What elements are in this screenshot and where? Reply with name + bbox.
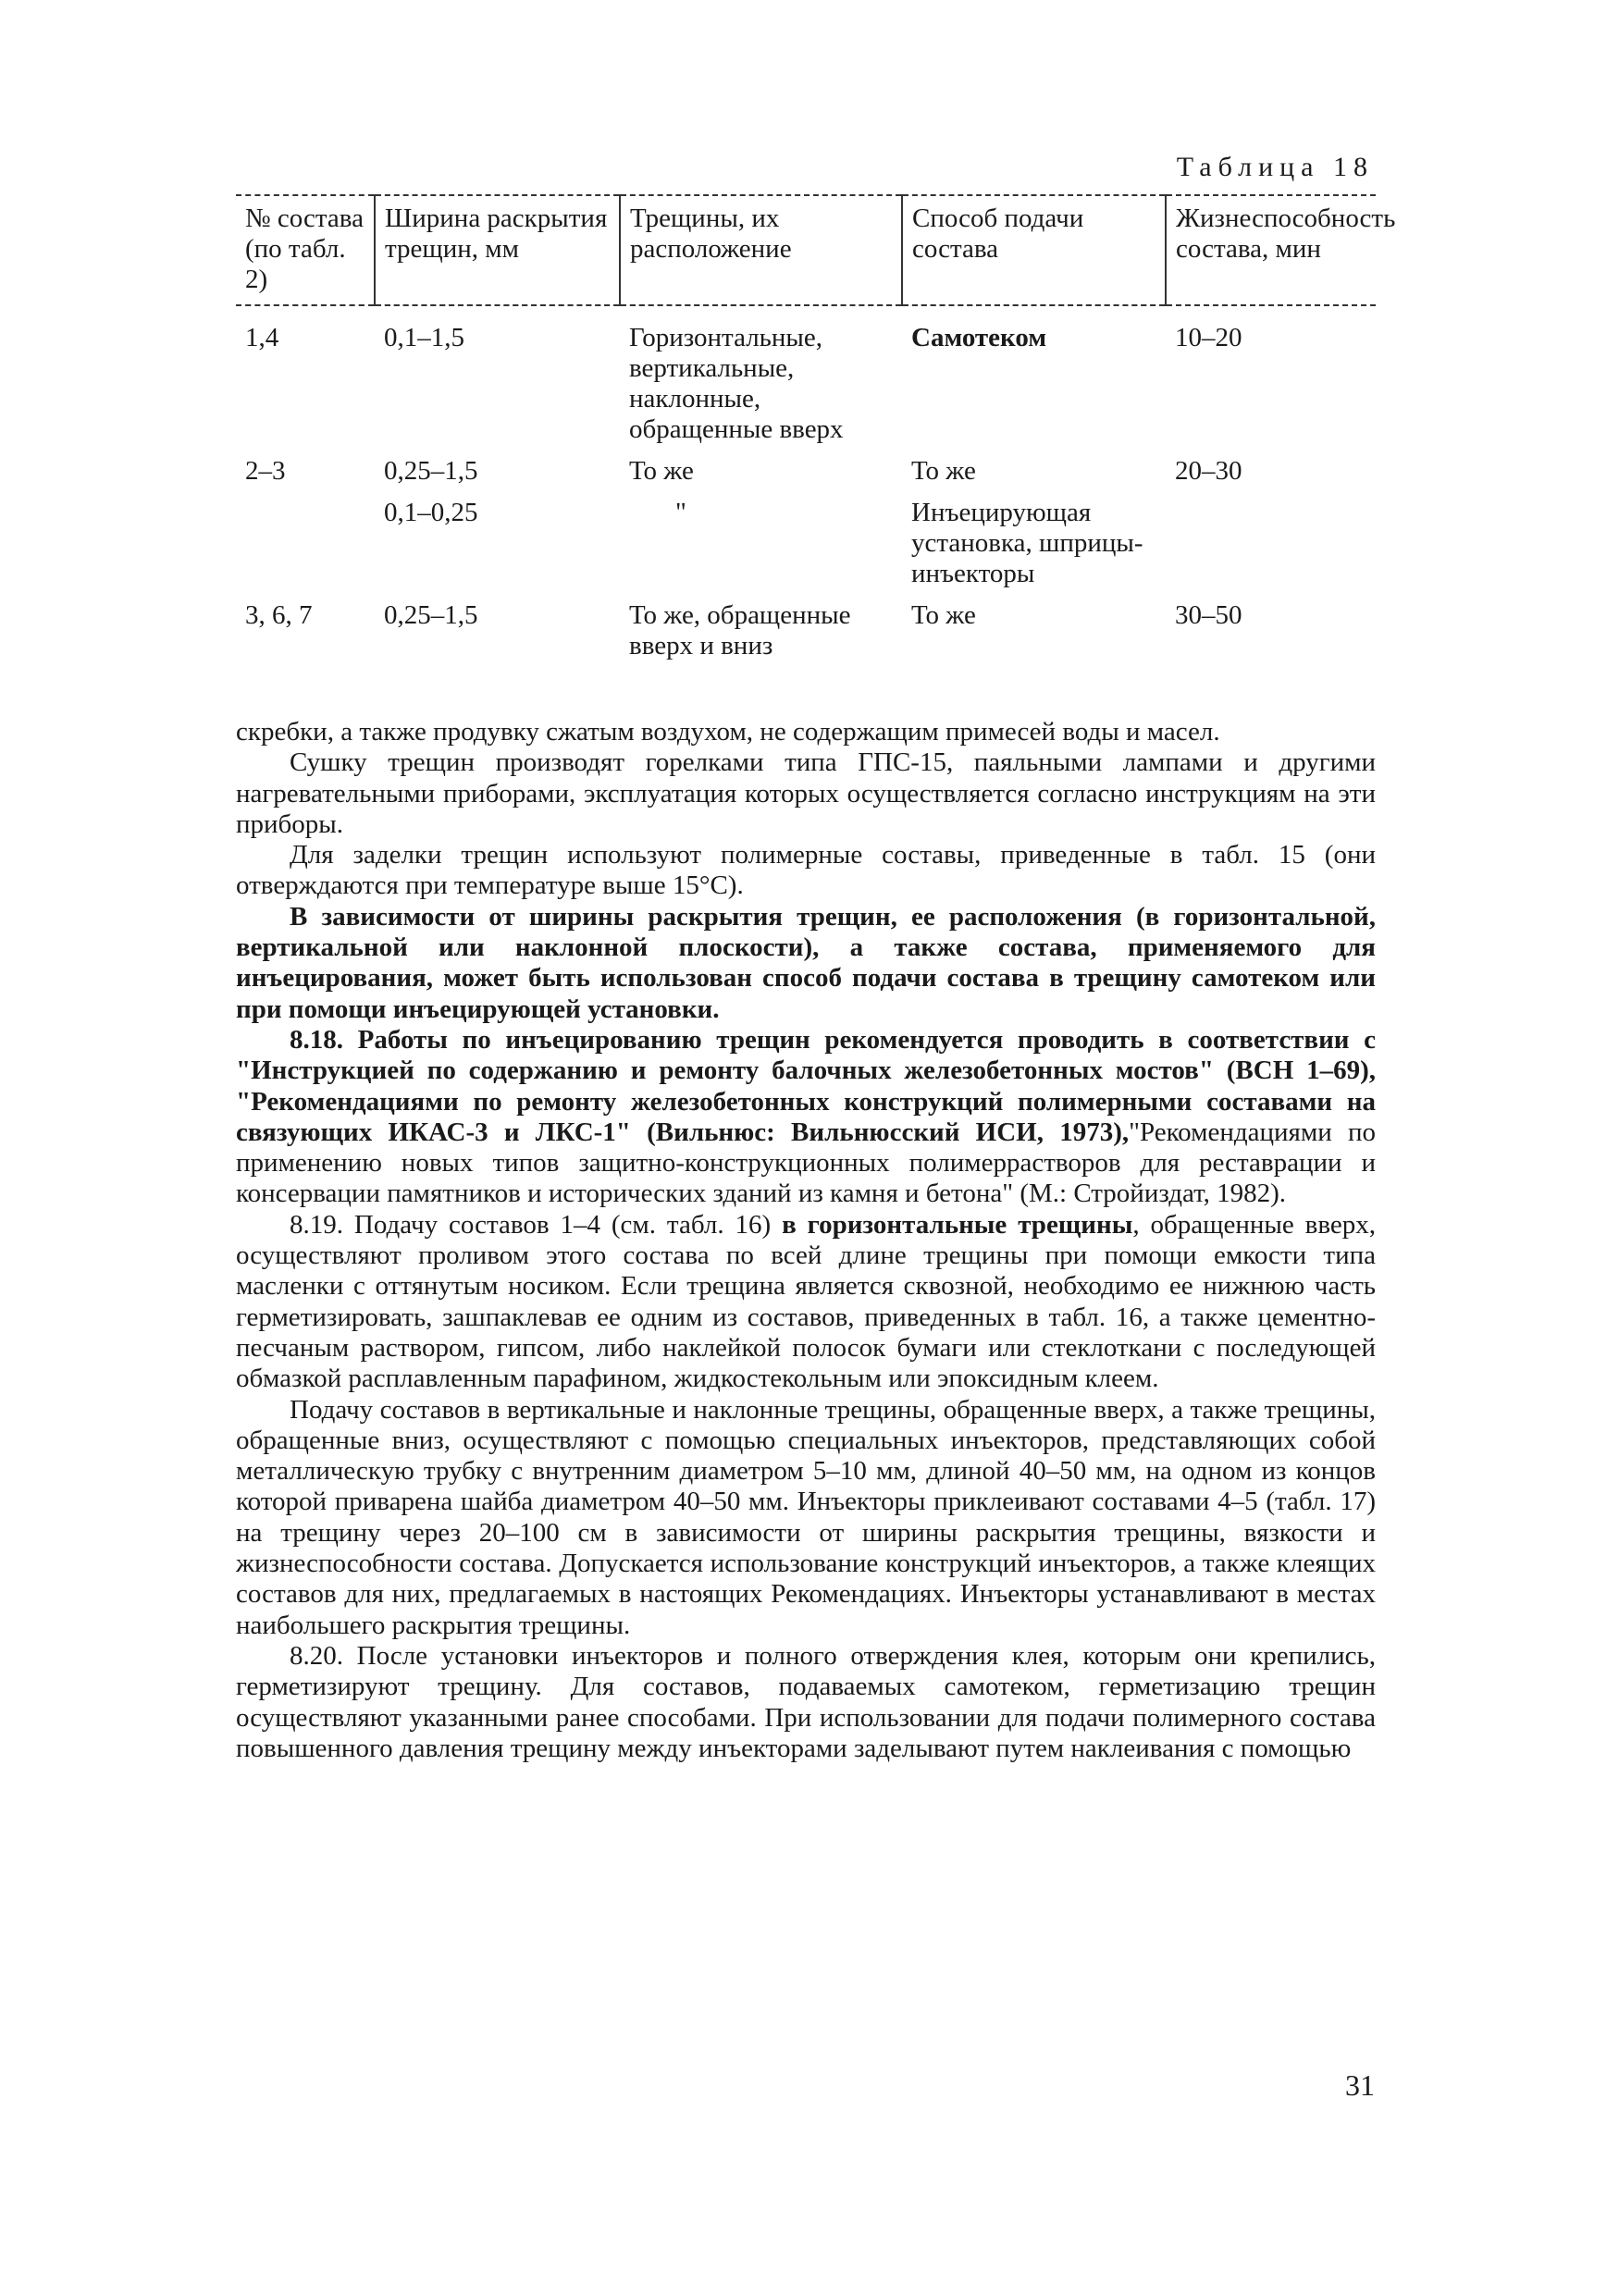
table-row (236, 305, 1376, 451)
cell-width: 0,25–1,5 (384, 600, 478, 630)
paragraph-8-18 (236, 1025, 1376, 1210)
paragraph: В зависимости от ширины раскрытия трещин, ее расположения (в горизонтальной, вертикальной или наклонной плоскости), а также состава, применяемого для инъецирования, может быть использован способ подачи состава в трещину самотеком или при помощи инъецирующей установки. (236, 901, 1376, 1024)
header-viability: Жизнеспособность состава, мин (1166, 195, 1376, 305)
cell-method: То же (911, 600, 976, 630)
cell-viability: 20–30 (1175, 456, 1242, 486)
cell-method: То же (911, 456, 976, 486)
cell-viability (1166, 492, 1376, 595)
paragraph-bold-part: 8.18. Работы по инъецированию трещин рекомендуется проводить в соответствии с "Инструкцией по содержанию и ремонту балочных железобетонных мостов" (ВСН 1–69), "Рекомендациями по ремонту железобетонных конструкций полимерными составами на связующих ИКАС-3 и ЛКС-1" (Вильнюс: Вильнюсский ИСИ, 1973), (236, 1024, 1376, 1147)
cell-composition: 2–3 (245, 456, 286, 486)
cell-composition: 3, 6, 7 (245, 600, 313, 630)
page-number: 31 (1345, 2068, 1375, 2102)
table-header-row (236, 195, 1376, 305)
cell-position: То же, обращенные вверх и вниз (629, 600, 851, 660)
header-composition: № состава (по табл. 2) (236, 195, 375, 305)
body-text (236, 717, 1376, 1764)
cell-viability: 10–20 (1175, 323, 1242, 352)
cell-width: 0,1–0,25 (384, 498, 478, 527)
cell-position: То же (629, 456, 694, 486)
header-method: Способ подачи состава (902, 195, 1166, 305)
cell-position: Горизонтальные, вертикальные, наклонные, обращенные вверх (629, 323, 844, 444)
cell-composition (236, 492, 375, 595)
cell-width: 0,25–1,5 (384, 456, 478, 486)
paragraph-8-19 (236, 1210, 1376, 1395)
cell-composition: 1,4 (245, 323, 279, 352)
cell-viability: 30–50 (1175, 600, 1242, 630)
cell-position: " (675, 498, 686, 527)
paragraph: Для заделки трещин используют полимерные составы, приведенные в табл. 15 (они отверждаются при температуре выше 15°С). (236, 840, 1376, 901)
paragraph-intro-part: 8.19. Подачу составов 1–4 (см. табл. 16) (290, 1209, 783, 1240)
cell-width: 0,1–1,5 (384, 323, 464, 352)
data-table (236, 194, 1396, 667)
header-width: Ширина раскрытия трещин, мм (375, 195, 620, 305)
header-position: Трещины, их расположение (620, 195, 902, 305)
paragraph: Сушку трещин производят горелками типа ГПС-15, паяльными лампами и другими нагревательными приборами, эксплуатация которых осуществляется согласно инструкциям на эти приборы. (236, 747, 1376, 839)
table-row (236, 595, 1376, 667)
paragraph-8-20: 8.20. После установки инъекторов и полного отверждения клея, которым они крепились, герметизируют трещину. Для составов, подаваемых самотеком, герметизацию трещин осуществляют указанными ранее способами. При использовании для подачи полимерного состава повышенного давления трещину между инъекторами заделывают путем наклеивания с помощью (236, 1640, 1376, 1763)
paragraph-rest-part: , обращенные вверх, осуществляют проливом этого состава по всей длине трещины при помощи емкости типа масленки с оттянутым носиком. Если трещина является сквозной, необходимо ее нижнюю часть герметизировать, зашпаклевав ее одним из составов, приведенных в табл. 16, а также цементно-песчаным раствором, гипсом, либо наклейкой полосок бумаги или стеклоткани с последующей обмазкой расплавленным парафином, жидкостекольным или эпоксидным клеем. (236, 1209, 1377, 1394)
paragraph: Подачу составов в вертикальные и наклонные трещины, обращенные вверх, а также трещины, обращенные вниз, осуществляют с помощью специальных инъекторов, представляющих собой металлическую трубку с внутренним диаметром 5–10 мм, длиной 40–50 мм, на одном из концов которой приварена шайба диаметром 40–50 мм. Инъекторы приклеивают составами 4–5 (табл. 17) на трещину через 20–100 см в зависимости от ширины раскрытия трещины, вязкости и жизнеспособности состава. Допускается использование конструкций инъекторов, а также клеящих составов для них, предлагаемых в настоящих Рекомендациях. Инъекторы устанавливают в местах наибольшего раскрытия трещины. (236, 1394, 1376, 1640)
table-row (236, 492, 1376, 595)
paragraph: скребки, а также продувку сжатым воздухом, не содержащим примесей воды и масел. (236, 717, 1220, 747)
paragraph-bold-part: в горизонтальные трещины (782, 1209, 1133, 1240)
cell-method: Инъецирующая установка, шприцы-инъекторы (911, 498, 1143, 588)
table-caption: Таблица 18 (1176, 152, 1374, 182)
cell-method: Самотеком (911, 323, 1047, 352)
paragraph-normal-part: "Рекомендациями по применению новых типов защитно-конструкционных полимеррастворов для реставрации и консервации памятников и исторических зданий из камня и бетона" (М.: Стройиздат, 1982). (236, 1117, 1376, 1209)
table-row (236, 451, 1376, 492)
